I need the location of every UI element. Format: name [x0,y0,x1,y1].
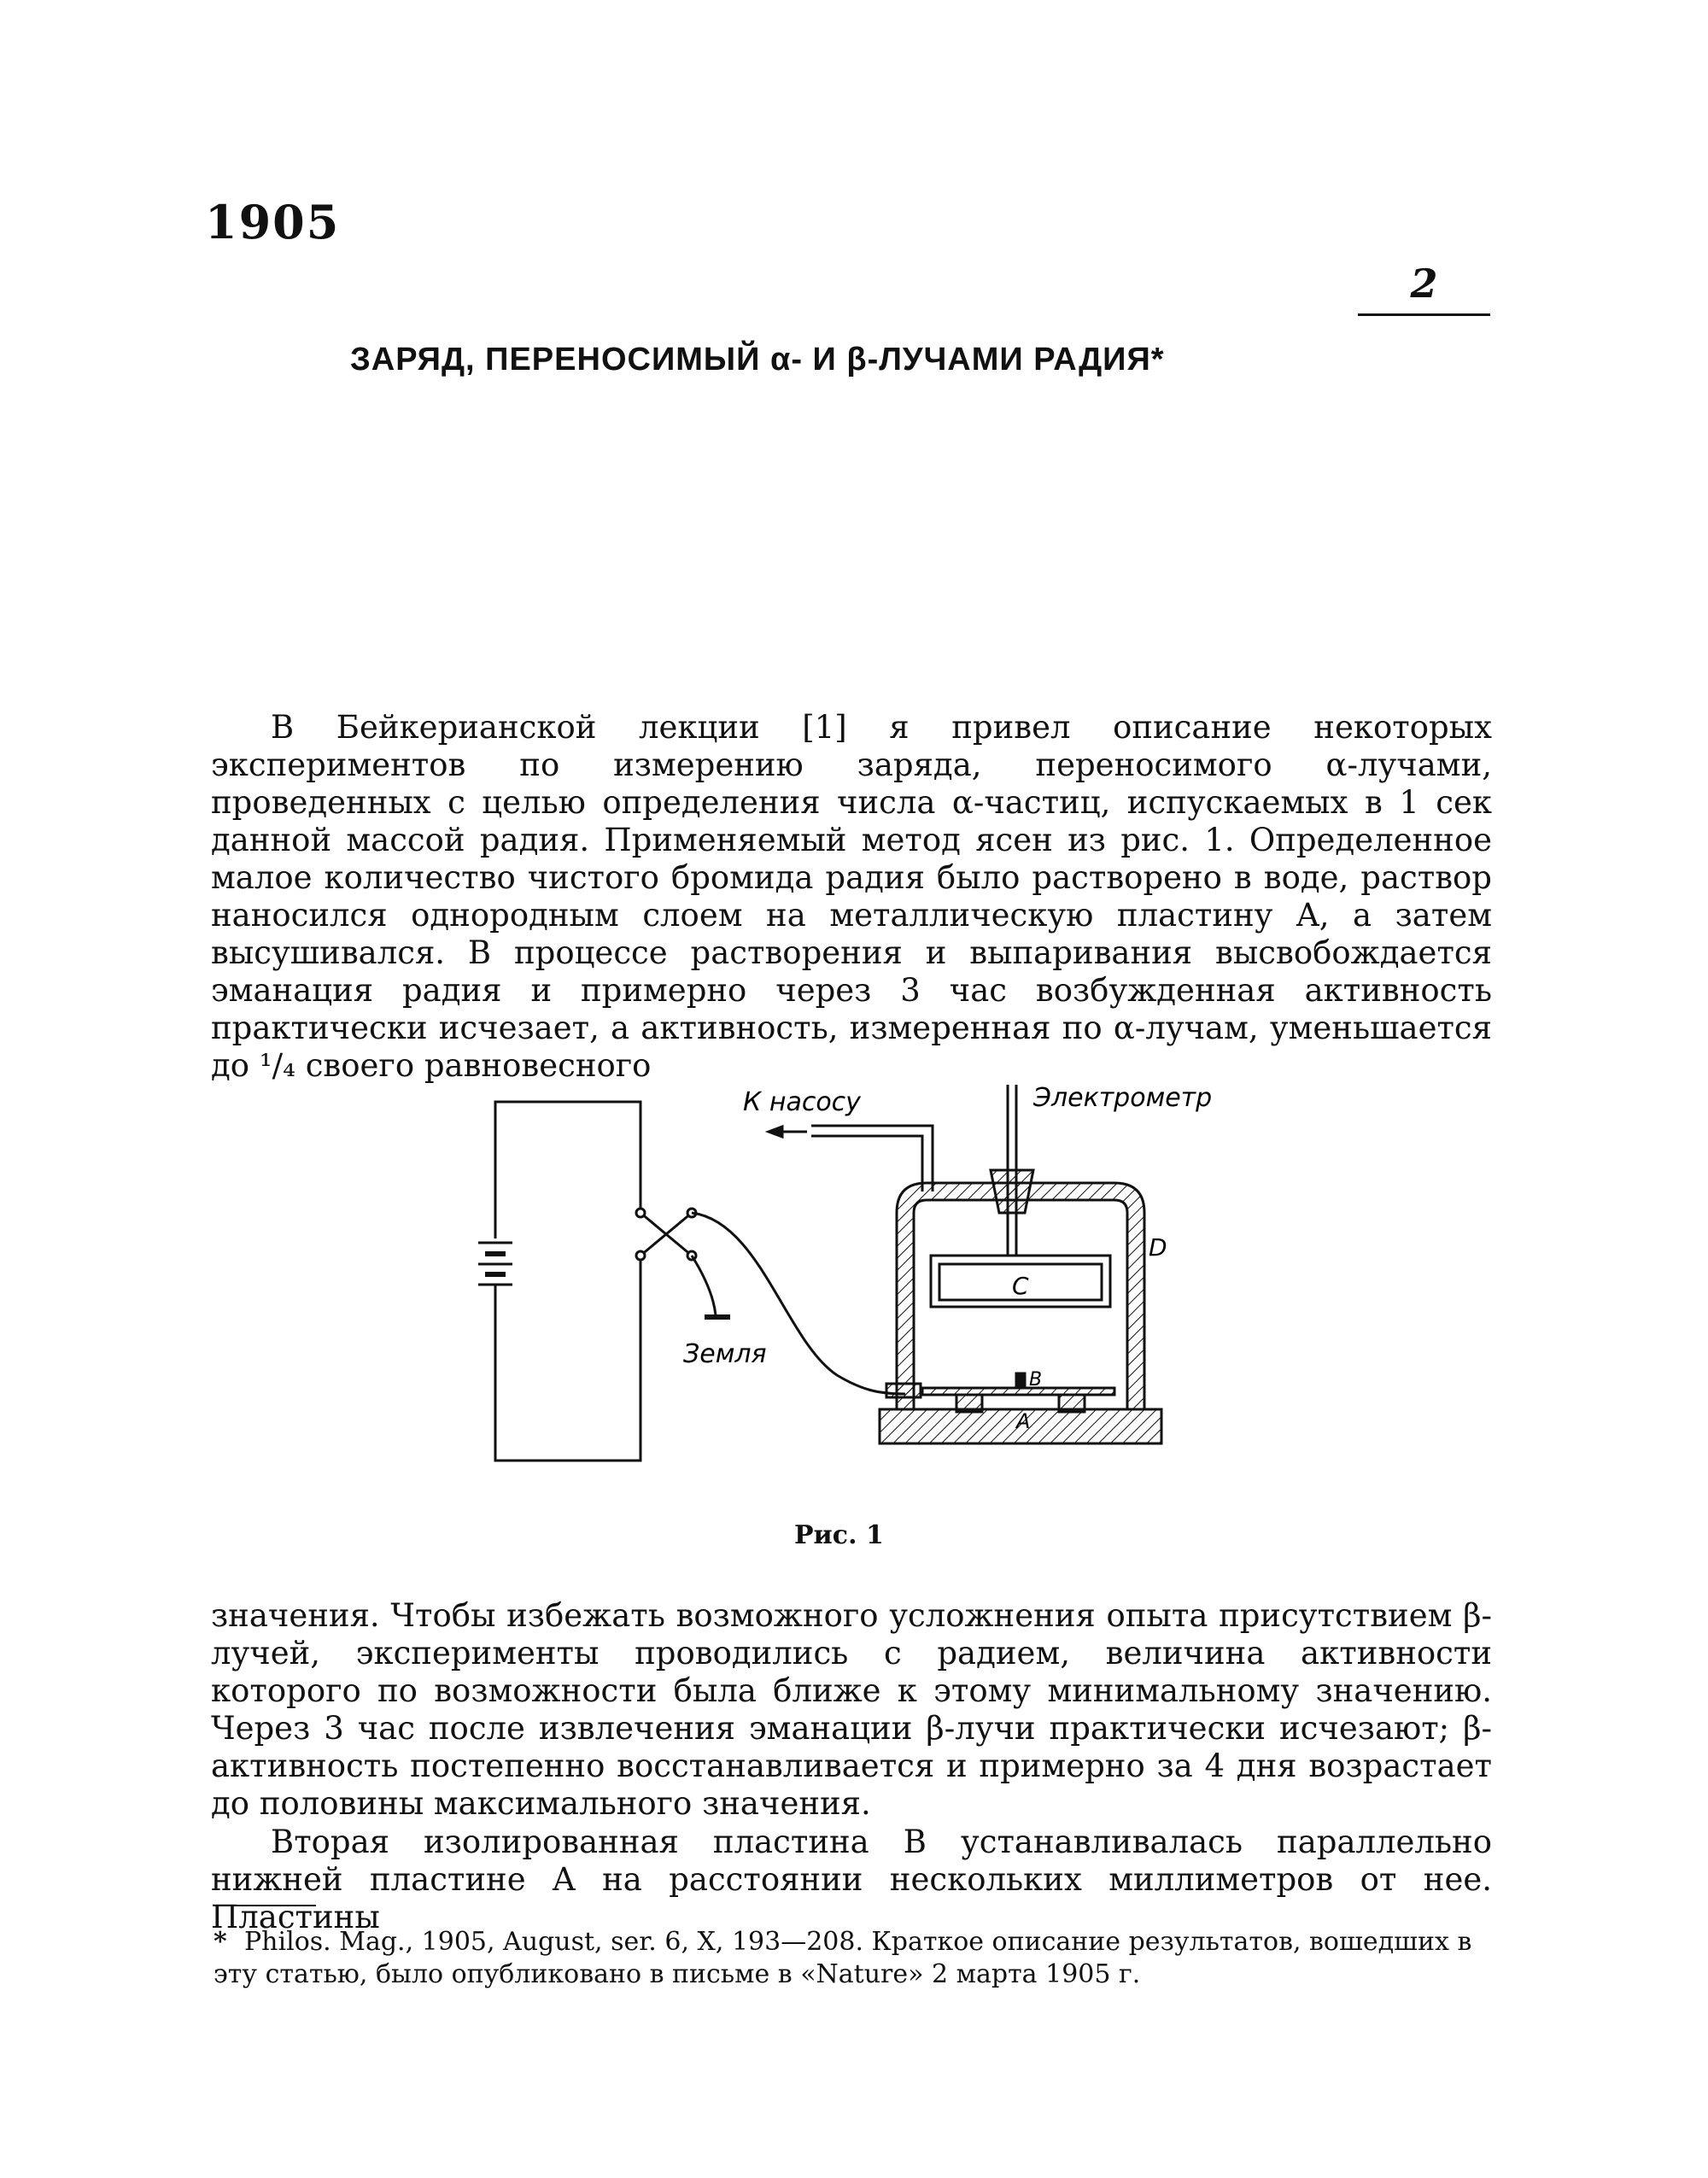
plate-b-label: B [1029,1369,1043,1391]
plate-a-label: A [1016,1409,1031,1433]
figure-caption: Рис. 1 [794,1520,884,1550]
apparatus-diagram [478,1085,1247,1503]
footnote-text: Philos. Mag., 1905, August, ser. 6, X, 193—208. Краткое описание результатов, вошедших в эту статью, было опубликовано в письме в «Nature» 2 марта 1905 г. [214,1927,1472,1989]
electrometer-label: Электрометр [1033,1085,1213,1113]
body-paragraph-3: Вторая изолированная пластина B устанавливалась параллельно нижней пластине A на расстоянии нескольких миллиметров от нее. Пластины [211,1824,1492,1935]
page-year: 1905 [205,195,341,249]
body-paragraph-2: значения. Чтобы избежать возможного усложнения опыта присутствием β-лучей, эксперименты проводились с радием, величина активности которого по возможности была ближе к этому минимальному значению. Через 3 час после извлечения эманации β-лучи практически исчезают; β-активность постепенно восстанавливается и примерно за 4 дня возрастает до половины максимального значения. [211,1597,1492,1822]
body-paragraph-1: В Бейкерианской лекции [1] я привел описание некоторых экспериментов по измерению заряда, переносимого α-лучами, проведенных с целью определения числа α-частиц, испускаемых в 1 сек данной массой радия. Применяемый метод ясен из рис. 1. Определенное малое количество чистого бромида радия было растворено в воде, раствор наносился однородным слоем на металлическую пластину A, а затем высушивался. В процессе растворения и выпаривания высвобождается эманация радия и примерно через 3 час возбужденная активность практически исчезает, а активность, измеренная по α-лучам, уменьшается до ¹/₄ своего равновесного [211,709,1492,1084]
electrometer-rod [991,1085,1033,1256]
pump-label: К насосу [743,1087,861,1117]
vessel-label: D [1149,1233,1167,1262]
footnote [214,1926,1494,1991]
footnote-divider [214,1905,316,1906]
vessel-d [880,1183,1161,1443]
chapter-number: 2 [1358,261,1490,316]
plate-c-label: C [1012,1272,1029,1300]
ground-label: Земля [683,1339,767,1369]
article-title: ЗАРЯД, ПЕРЕНОСИМЫЙ α- И β-ЛУЧАМИ РАДИЯ* [350,342,1165,378]
figure-1 [478,1085,1247,1503]
battery-circuit [478,1102,905,1461]
footnote-marker: * [214,1927,227,1957]
pump-tube [769,1126,933,1191]
